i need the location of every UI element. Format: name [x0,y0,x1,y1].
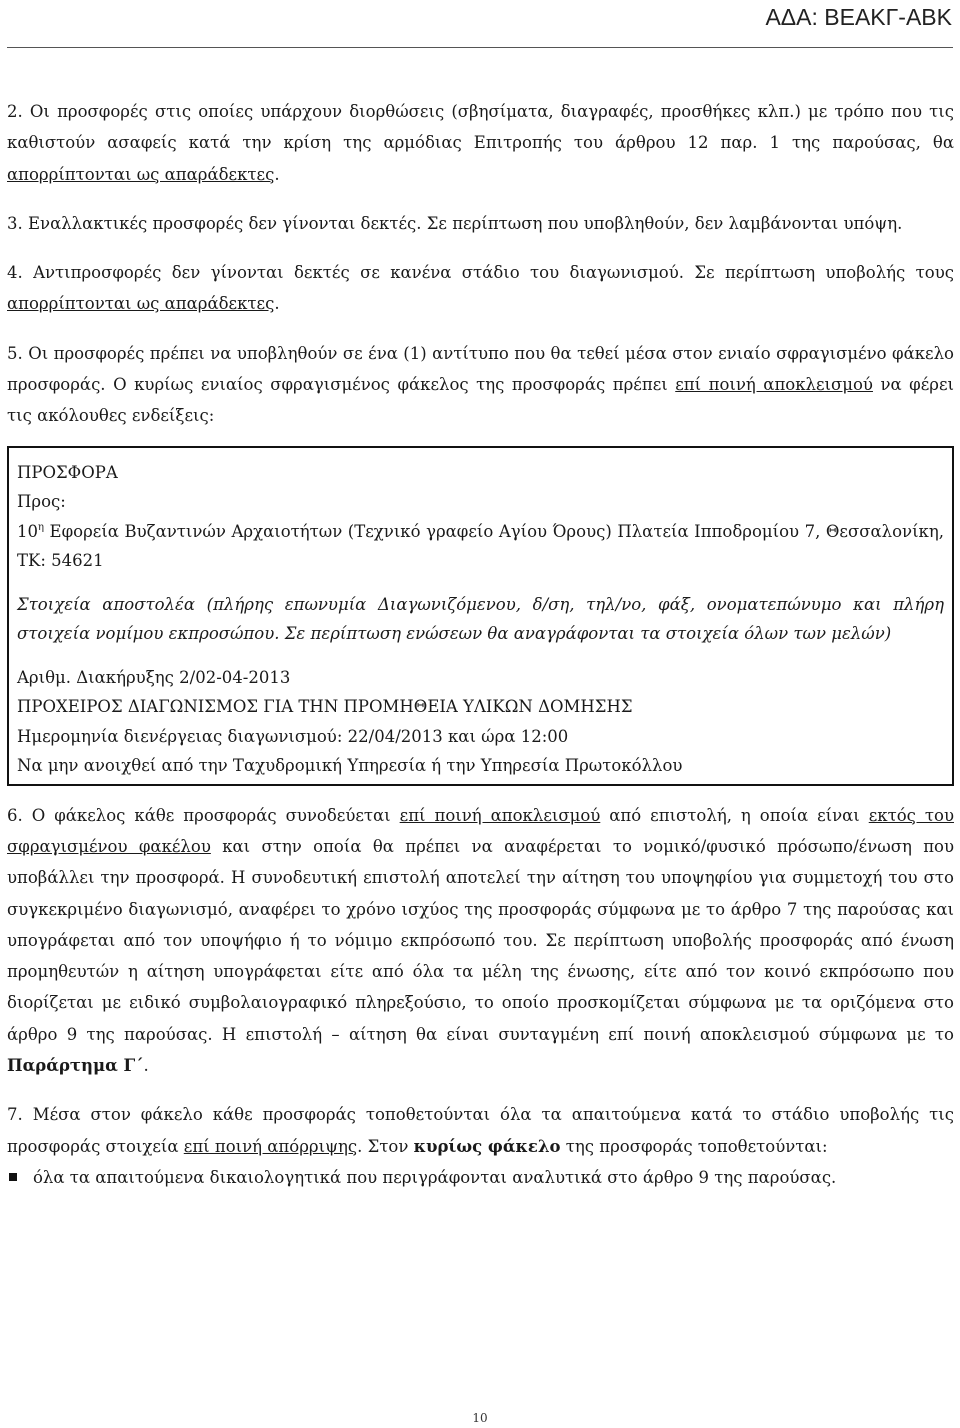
box-tender-title: ΠΡΟΧΕΙΡΟΣ ΔΙΑΓΩΝΙΣΜΟΣ ΓΙΑ ΤΗΝ ΠΡΟΜΗΘΕΙΑ ΥΛΙΚΩΝ ΔΟΜΗΣΗΣ [17,697,633,717]
address-text: Εφορεία Βυζαντινών Αρχαιοτήτων (Τεχνικό γραφείο Αγίου Όρους) Πλατεία Ιπποδρομίου 7, Θεσσαλονίκη, ΤΚ: 54621 [17,521,944,571]
p7-text-b: . Στον [357,1136,414,1156]
p4-underline: απορρίπτονται ως απαράδεκτες [7,294,275,314]
paragraph-2 [7,96,954,190]
box-do-not-open: Να μην ανοιχθεί από την Ταχυδρομική Υπηρεσία ή την Υπηρεσία Πρωτοκόλλου [17,756,683,776]
box-tender-date: Ημερομηνία διενέργειας διαγωνισμού: 22/04/2013 και ώρα 12:00 [17,726,569,746]
list-item [7,1162,954,1193]
p7-bold: κυρίως φάκελο [413,1136,561,1156]
p6-underline-1: επί ποινή αποκλεισμού [399,805,601,825]
bullet-list [7,1162,954,1193]
paragraph-6 [7,800,954,1082]
box-tender-number: Αριθμ. Διακήρυξης 2/02-04-2013 [17,667,291,687]
p6-text-a: 6. Ο φάκελος κάθε προσφοράς συνοδεύεται [7,805,400,825]
address-number: 10 [17,521,38,541]
p7-text-a: 7. Μέσα στον φάκελο κάθε προσφοράς τοποθετούνται όλα τα απαιτούμενα κατά το στάδιο υποβολής τις προσφοράς στοιχεία [7,1105,954,1156]
box-address [17,517,944,576]
p6-end: . [143,1056,149,1076]
p5-underline: επί ποινή αποκλεισμού [675,375,873,395]
paragraph-7 [7,1099,954,1162]
paragraph-3: 3. Εναλλακτικές προσφορές δεν γίνονται δεκτές. Σε περίπτωση που υποβληθούν, δεν λαμβάνονται υπόψη. [7,213,903,233]
paragraph-4 [7,257,954,320]
list-item-text: όλα τα απαιτούμενα δικαιολογητικά που περιγράφονται αναλυτικά στο άρθρο 9 της παρούσας. [33,1167,837,1187]
p5-end: να φέρει τις ακόλουθες ενδείξεις: [7,375,954,426]
p2-underline: απορρίπτονται ως απαράδεκτες [7,164,275,184]
paragraph-5 [7,338,954,432]
square-bullet-icon [9,1173,17,1181]
box-to-label: Προς: [17,492,66,512]
envelope-label-box [7,446,954,786]
box-sender-info: Στοιχεία αποστολέα (πλήρης επωνυμία Διαγωνιζόμενου, δ/ση, τηλ/νο, φάξ, ονοματεπώνυμο και πλήρη στοιχεία νομίμου εκπροσώπου. Σε περίπτωση ενώσεων θα αναγράφονται τα στοιχεία όλων των μελών) [17,594,944,644]
p6-underline-2: εκτός του σφραγισμένου φακέλου [7,805,954,856]
ada-header: ΑΔΑ: ΒΕΑΚΓ-ΑΒΚ [765,4,952,30]
p7-underline: επί ποινή απόρριψης [183,1136,358,1156]
box-title: ΠΡΟΣΦΟΡΑ [17,462,118,482]
p6-text-b: από επιστολή, η οποία είναι [600,805,869,825]
header-rule [7,47,953,48]
address-superscript: η [38,521,44,533]
p4-text: 4. Αντιπροσφορές δεν γίνονται δεκτές σε κανένα στάδιο του διαγωνισμού. Σε περίπτωση υποβολής τους [7,263,954,283]
p6-text-c: και στην οποία θα πρέπει να αναφέρεται το νομικό/φυσικό πρόσωπο/ένωση που υποβάλλει την προσφορά. Η συνοδευτική επιστολή αποτελεί την αίτηση του υποψηφίου για συμμετοχή του στο συγκεκριμένο διαγωνισμό, αναφέρει το χρόνο ισχύος της προσφοράς σύμφωνα με το άρθρο 7 της παρούσας και υπογράφεται από τον υποψήφιο ή το νόμιμο εκπρόσωπό του. Σε περίπτωση υποβολής προσφοράς από ένωση προμηθευτών η αίτηση υπογράφεται είτε από όλα τα μέλη της ένωσης, είτε από τον κοινό εκπρόσωπο που διορίζεται με ειδικό συμβολαιογραφικό πληρεξούσιο, το οποίο προσκομίζεται σύμφωνα με τα οριζόμενα στο άρθρο 9 της παρούσας. Η επιστολή – αίτηση θα είναι συνταγμένη επί ποινή αποκλεισμού σύμφωνα με το [7,836,955,1044]
p2-end: . [274,164,280,184]
document-body [7,96,954,1193]
p5-text: 5. Οι προσφορές πρέπει να υποβληθούν σε ένα (1) αντίτυπο που θα τεθεί μέσα στον ενιαίο σφραγισμένο φάκελο προσφοράς. Ο κυρίως ενιαίος σφραγισμένος φάκελος της προσφοράς πρέπει [7,343,954,395]
p4-end: . [274,294,280,314]
page-number: 10 [472,1411,488,1425]
p2-text: 2. Οι προσφορές στις οποίες υπάρχουν διορθώσεις (σβησίματα, διαγραφές, προσθήκες κλπ.) με τρόπο που τις καθιστούν ασαφείς κατά την κρίση της αρμόδιας Επιτροπής του άρθρου 12 παρ. 1 της παρούσας, θα [7,102,954,153]
p7-text-c: της προσφοράς τοποθετούνται: [560,1136,828,1156]
p6-annex-bold: Παράρτημα Γ΄ [7,1056,144,1076]
